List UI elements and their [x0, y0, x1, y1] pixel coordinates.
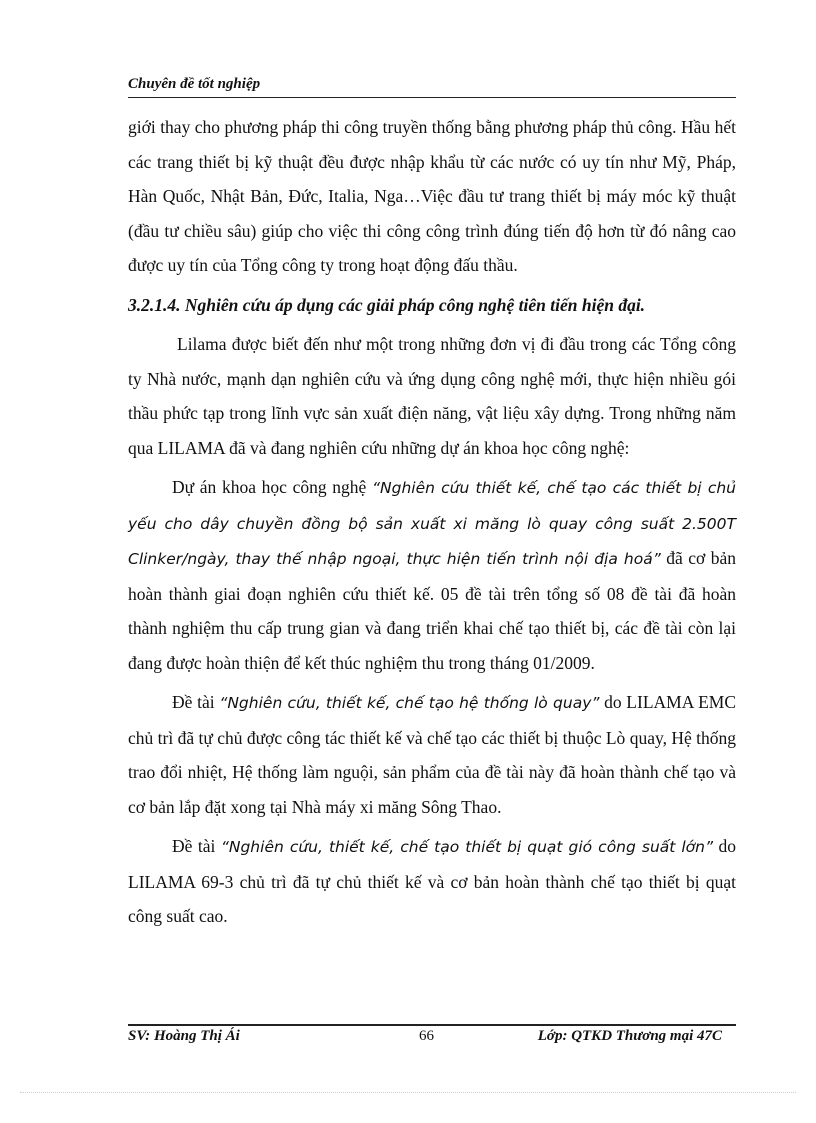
page-header-title: Chuyên đề tốt nghiệp	[128, 76, 261, 92]
paragraph-5-rest: do LILAMA 69-3 chủ trì đã tự chủ thiết kế và cơ bản hoàn thành chế tạo thiết bị quạt công suất cao.	[128, 836, 736, 926]
paragraph-4-lead: Đề tài	[172, 692, 220, 712]
footer-class-name: Lớp: QTKD Thương mại 47C	[537, 1028, 722, 1044]
paragraph-5-quote: “Nghiên cứu, thiết kế, chế tạo thiết bị quạt gió công suất lớn”	[220, 838, 714, 856]
section-heading: 3.2.1.4. Nghiên cứu áp dụng các giải pháp công nghệ tiên tiến hiện đại.	[128, 294, 646, 315]
paragraph-3	[128, 470, 736, 680]
paragraph-1: giới thay cho phương pháp thi công truyền thống bằng phương pháp thủ công. Hầu hết các trang thiết bị kỹ thuật đều được nhập khẩu từ các nước có uy tín như Mỹ, Pháp, Hàn Quốc, Nhật Bản, Đức, Italia, Nga…Việc đầu tư trang thiết bị máy móc kỹ thuật (đầu tư chiều sâu) giúp cho việc thi công công trình đúng tiến độ hơn từ đó nâng cao được uy tín của Tổng công ty trong hoạt động đấu thầu.	[128, 117, 736, 275]
footer-divider	[128, 1024, 736, 1026]
page-number: 66	[419, 1028, 434, 1044]
paragraph-5-lead: Đề tài	[172, 836, 221, 856]
paragraph-4	[128, 685, 736, 824]
paragraph-4-rest: do LILAMA EMC chủ trì đã tự chủ được công tác thiết kế và chế tạo các thiết bị thuộc Lò quay, Hệ thống trao đổi nhiệt, Hệ thống làm nguội, sản phẩm của đề tài này đã hoàn thành chế tạo và cơ bản lắp đặt xong tại Nhà máy xi măng Sông Thao.	[128, 692, 737, 817]
paragraph-3-rest: đã cơ bản hoàn thành giai đoạn nghiên cứu thiết kế. 05 đề tài trên tổng số 08 đề tài đã hoàn thành nghiệm thu cấp trung gian và đang triển khai chế tạo thiết bị, các đề tài còn lại đang được hoàn thiện để kết thúc nghiệm thu trong tháng 01/2009.	[128, 548, 737, 673]
header-divider	[128, 97, 736, 98]
paragraph-5	[128, 829, 736, 934]
page-body	[128, 110, 736, 939]
paragraph-3-lead: Dự án khoa học công nghệ	[172, 477, 372, 497]
paragraph-3-quote: “Nghiên cứu thiết kế, chế tạo các thiết bị chủ yếu cho dây chuyền đồng bộ sản xuất xi măng lò quay công suất 2.500T Clinker/ngày, thay thế nhập ngoại, thực hiện tiến trình nội địa hoá”	[128, 479, 736, 568]
paragraph-2: Lilama được biết đến như một trong những đơn vị đi đầu trong các Tổng công ty Nhà nước, mạnh dạn nghiên cứu và ứng dụng công nghệ mới, thực hiện nhiều gói thầu phức tạp trong lĩnh vực sản xuất điện năng, vật liệu xây dựng. Trong những năm qua LILAMA đã và đang nghiên cứu những dự án khoa học công nghệ:	[128, 334, 736, 458]
paragraph-4-quote: “Nghiên cứu, thiết kế, chế tạo hệ thống lò quay”	[219, 694, 600, 712]
page-footer	[128, 1028, 736, 1050]
page-bottom-border	[20, 1092, 796, 1093]
footer-student-name: SV: Hoàng Thị Ái	[128, 1028, 240, 1044]
